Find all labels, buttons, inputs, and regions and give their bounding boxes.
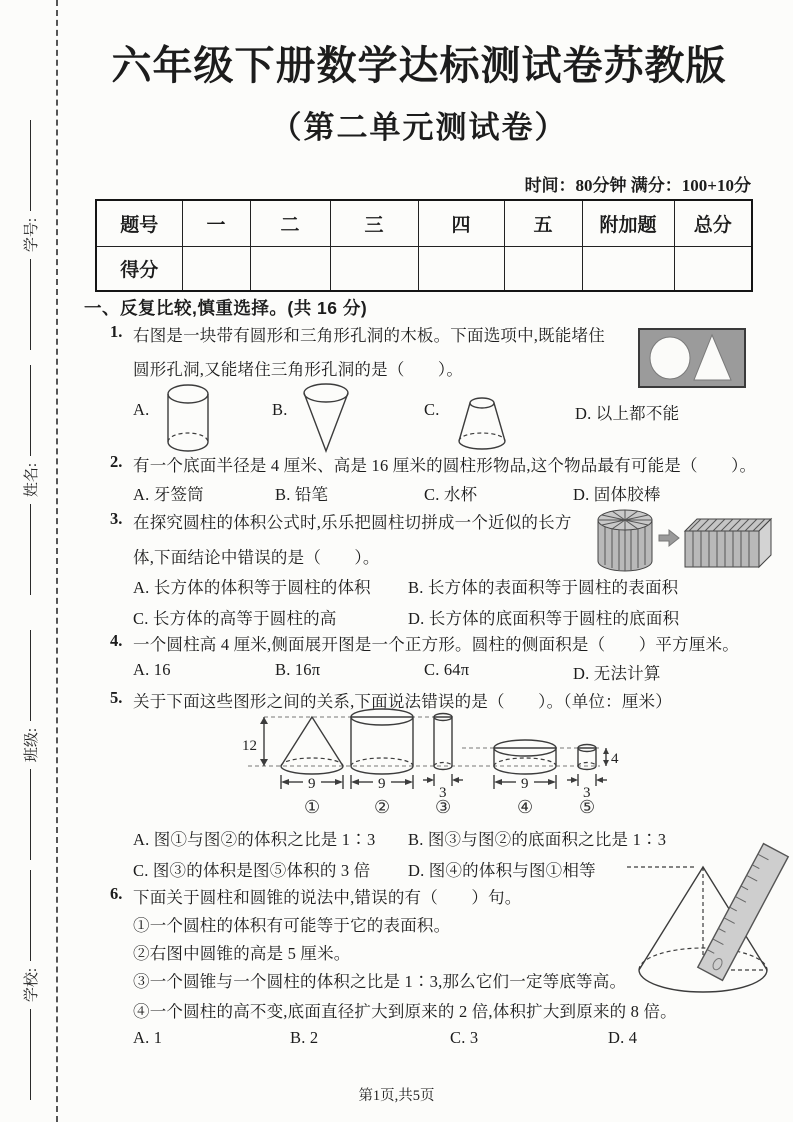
cone-figure [298,381,354,455]
name-blank-line [30,504,31,595]
score-table-header: 五 [504,200,582,247]
q6-statement-3: ③一个圆锥与一个圆柱的体积之比是 1∶3,那么它们一定等底等高。 [133,972,627,991]
q5-dim-height-12: 12 [242,738,257,754]
score-table-header: 四 [418,200,504,247]
student-id-blank-line [30,259,31,350]
q3-option-a: A. 长方体的体积等于圆柱的体积 [133,578,371,597]
q5-dim-height-4: 4 [611,751,619,767]
q4-option-c: C. 64π [424,660,470,679]
q6-text: 下面关于圆柱和圆锥的说法中,错误的有（ ）句。 [133,888,522,907]
q5-shape-4-number: ④ [517,797,534,818]
frustum-figure [452,394,512,452]
score-cell [182,247,250,292]
binding-dashed-line [56,0,58,1122]
q6-option-d: D. 4 [608,1028,638,1047]
score-cell [674,247,752,292]
q2-option-b: B. 铅笔 [275,485,329,504]
q2-option-d: D. 固体胶棒 [573,485,661,504]
q6-statement-4: ④一个圆柱的高不变,底面直径扩大到原来的 2 倍,体积扩大到原来的 8 倍。 [133,1002,677,1021]
name-blank-line [30,365,31,456]
q5-option-a: A. 图①与图②的体积之比是 1∶3 [133,830,376,849]
q1-option-c-label: C. [424,400,440,419]
q5-dim-base-1: 9 [308,776,316,792]
q3-option-d: D. 长方体的底面积等于圆柱的底面积 [408,609,680,628]
q3-option-b: B. 长方体的表面积等于圆柱的表面积 [408,578,679,597]
q6-option-b: B. 2 [290,1028,319,1047]
page-title: 六年级下册数学达标测试卷苏教版 [111,43,727,88]
q5-dim-base-2: 9 [378,776,386,792]
score-cell [250,247,330,292]
q5-dim-base-5: 3 [583,785,591,801]
q5-option-c: C. 图③的体积是图⑤体积的 3 倍 [133,861,371,880]
page-number: 第1页,共5页 [358,1088,435,1104]
q5-number: 5. [110,688,123,707]
score-table-header: 附加题 [582,200,674,247]
five-solids-comparison-figure [240,703,625,818]
q5-shape-5-number: ⑤ [579,797,596,818]
q4-option-d: D. 无法计算 [573,664,661,683]
q4-option-b: B. 16π [275,660,321,679]
q5-text: 关于下面这些图形之间的关系,下面说法错误的是（ ）。（单位：厘米） [133,692,672,711]
q3-text-line2: 体,下面结论中错误的是（ ）。 [133,548,380,567]
q2-text: 有一个底面半径是 4 厘米、高是 16 厘米的圆柱形物品,这个物品最有可能是（ ）。 [133,456,757,475]
score-row-label: 得分 [96,247,182,292]
q1-option-a-label: A. [133,400,150,419]
class-blank-line [30,630,31,721]
page-subtitle: （第二单元测试卷） [270,110,568,145]
q4-number: 4. [110,631,123,650]
section-1-heading: 一、反复比较,慎重选择。(共 16 分) [84,298,368,318]
class-field [19,630,41,860]
cylinder-figure [160,383,216,453]
q3-option-c: C. 长方体的高等于圆柱的高 [133,609,337,628]
student-id-field [19,120,41,350]
class-label: 班级: [23,727,40,763]
cylinder-to-box-figure [593,505,771,573]
q1-text-line1: 右图是一块带有圆形和三角形孔洞的木板。下面选项中,既能堵住 [133,326,605,345]
score-cell [418,247,504,292]
q2-option-c: C. 水杯 [424,485,478,504]
q5-dim-base-3: 3 [439,785,447,801]
q5-shape-1-number: ① [304,797,321,818]
score-cell [504,247,582,292]
q6-number: 6. [110,884,123,903]
class-blank-line [30,769,31,860]
q6-statement-1: ①一个圆柱的体积有可能等于它的表面积。 [133,916,451,935]
name-field [19,365,41,595]
cone-with-ruler-figure [625,842,793,1002]
q6-option-c: C. 3 [450,1028,479,1047]
score-table-header: 一 [182,200,250,247]
q5-dim-base-4: 9 [521,776,529,792]
score-cell [330,247,418,292]
q3-text-line1: 在探究圆柱的体积公式时,乐乐把圆柱切拼成一个近似的长方 [133,513,572,532]
q4-text: 一个圆柱高 4 厘米,侧面展开图是一个正方形。圆柱的侧面积是（ ）平方厘米。 [133,635,739,654]
q2-number: 2. [110,452,123,471]
school-field [19,870,41,1100]
q5-shape-2-number: ② [374,797,391,818]
q1-text-line2: 圆形孔洞,又能堵住三角形孔洞的是（ ）。 [133,360,464,379]
school-blank-line [30,870,31,961]
score-table-header: 二 [250,200,330,247]
score-table-header: 总分 [674,200,752,247]
q6-statement-2: ②右图中圆锥的高是 5 厘米。 [133,944,351,963]
q5-option-b: B. 图③与图②的底面积之比是 1∶3 [408,830,667,849]
q1-option-b-label: B. [272,400,288,419]
name-label: 姓名: [23,462,40,498]
q6-option-a: A. 1 [133,1028,163,1047]
q2-option-a: A. 牙签筒 [133,485,204,504]
q4-option-a: A. 16 [133,660,171,679]
score-table [95,199,753,292]
q1-number: 1. [110,322,123,341]
score-table-header: 三 [330,200,418,247]
exam-meta: 时间：80分钟 满分：100+10分 [524,176,751,195]
q5-option-d: D. 图④的体积与图①相等 [408,861,596,880]
board-with-holes-figure [638,328,746,388]
q1-option-d: D. 以上都不能 [575,404,680,423]
q3-number: 3. [110,509,123,528]
score-table-header: 题号 [96,200,182,247]
student-id-label: 学号: [23,217,40,253]
q5-shape-3-number: ③ [435,797,452,818]
school-label: 学校: [23,967,40,1003]
student-id-blank-line [30,120,31,211]
score-cell [582,247,674,292]
